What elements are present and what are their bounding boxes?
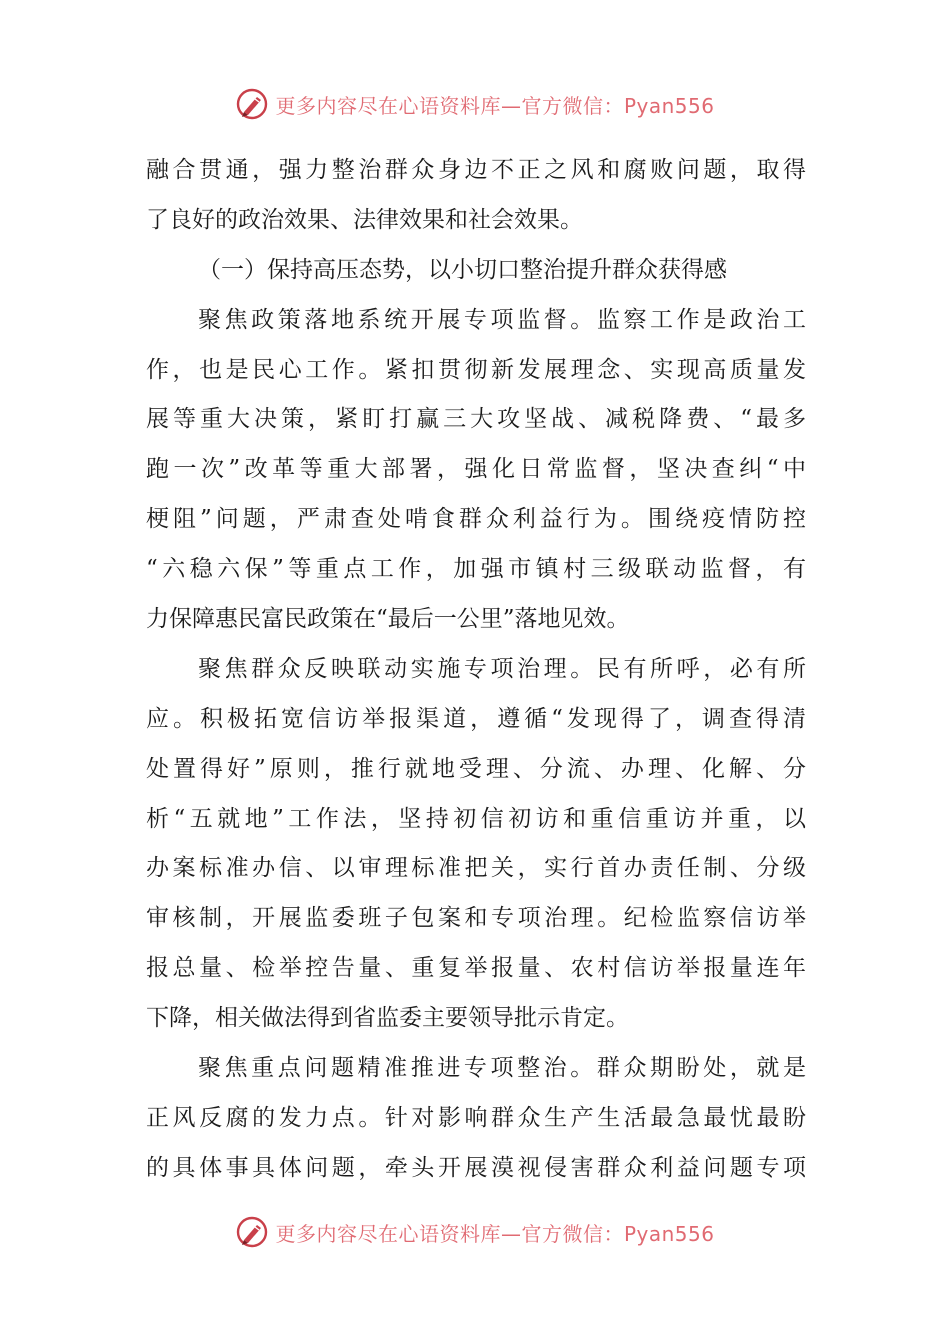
header-watermark	[0, 84, 950, 124]
footer-watermark	[0, 1212, 950, 1252]
text-line: 处置得好”原则，推行就地受理、分流、办理、化解、分	[146, 755, 806, 782]
watermark-text: 更多内容尽在心语资料库—官方微信：Pyan556	[275, 1221, 715, 1246]
watermark-text: 更多内容尽在心语资料库—官方微信：Pyan556	[275, 93, 715, 118]
text-line: 析“五就地”工作法，坚持初信初访和重信重访并重，以	[146, 805, 806, 832]
text-line: 融合贯通，强力整治群众身边不正之风和腐败问题，取得	[146, 157, 806, 183]
text-line: 应。积极拓宽信访举报渠道，遵循“发现得了，调查得清	[146, 705, 806, 732]
text-line: “六稳六保”等重点工作，加强市镇村三级联动监督，有	[146, 556, 806, 583]
text-line: 聚焦群众反映联动实施专项治理。民有所呼，必有所	[198, 655, 806, 682]
text-line: 正风反腐的发力点。针对影响群众生产生活最急最忧最盼	[146, 1104, 806, 1131]
text-line: 聚焦重点问题精准推进专项整治。群众期盼处，就是	[198, 1055, 806, 1082]
document-body	[146, 146, 806, 1194]
text-line: 下降，相关做法得到省监委主要领导批示肯定。	[146, 1005, 629, 1032]
text-line: 聚焦政策落地系统开展专项监督。监察工作是政治工	[198, 306, 806, 333]
text-line: 的具体事具体问题，牵头开展漠视侵害群众利益问题专项	[146, 1154, 806, 1181]
pen-logo-icon	[235, 1215, 269, 1249]
pen-logo-icon	[235, 87, 269, 121]
text-line: 梗阻”问题，严肃查处啃食群众利益行为。围绕疫情防控	[146, 506, 806, 533]
text-line: 跑一次”改革等重大部署，强化日常监督，坚决查纠“中	[146, 456, 806, 483]
text-line: 审核制，开展监委班子包案和专项治理。纪检监察信访举	[146, 905, 806, 932]
text-line: 了良好的政治效果、法律效果和社会效果。	[146, 206, 583, 233]
text-line: 办案标准办信、以审理标准把关，实行首办责任制、分级	[146, 855, 806, 882]
section-heading: （一）保持高压态势，以小切口整治提升群众获得感	[198, 256, 727, 283]
text-line: 作，也是民心工作。紧扣贯彻新发展理念、实现高质量发	[146, 356, 806, 383]
text-line: 报总量、检举控告量、重复举报量、农村信访举报量连年	[146, 955, 806, 982]
text-line: 展等重大决策，紧盯打赢三大攻坚战、减税降费、“最多	[146, 406, 806, 433]
text-line: 力保障惠民富民政策在“最后一公里”落地见效。	[146, 606, 630, 633]
